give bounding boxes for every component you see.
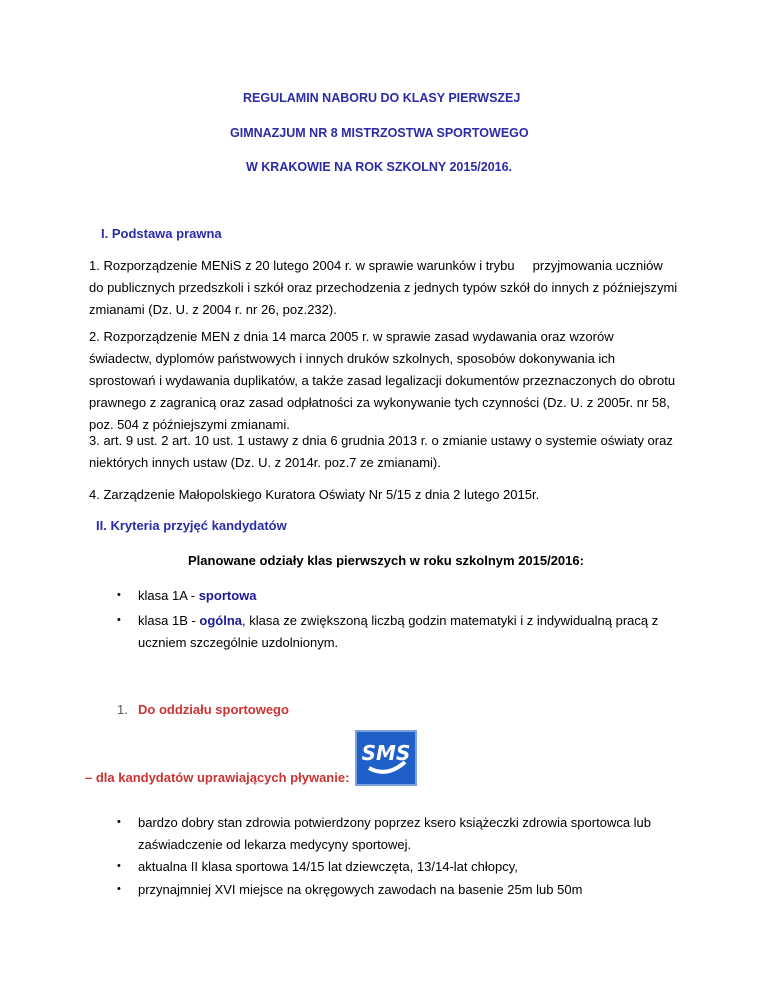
sms-logo [355,730,417,786]
legal-item-2: 2. Rozporządzenie MEN z dnia 14 marca 2005 r. w sprawie zasad wydawania oraz wzorów świadectw, dyplomów państwowych i innych druków szkolnych, sposobów dokonywania ich sprostowań i wydawania duplikatów, a także zasad legalizacji dokumentów przeznaczonych do obrotu prawnego z zagranicą oraz zasad odpłatności za wykonywanie tych czynności (Dz. U. z 2005r. nr 58, poz. 504 z późniejszymi zmianami. [89,329,676,432]
bullet-icon: • [117,860,121,872]
doc-title-line2: GIMNAZJUM NR 8 MISTRZOSTWA SPORTOWEGO [230,126,529,140]
bullet-icon: • [117,589,121,601]
class-1b: klasa 1B - ogólna, klasa ze zwiększoną liczbą godzin matematyki i z indywidualną pracą z [138,613,659,628]
legal-item-1: 1. Rozporządzenie MENiS z 20 lutego 2004 r. w sprawie warunków i trybu przyjmowania uczniów do publicznych przedszkoli i szkół oraz przechodzenia z jednych typów szkół do innych z późniejszymi zmianami (Dz. U. z 2004 r. nr 26, poz.232). [89,258,678,317]
planned-classes-heading: Planowane odziały klas pierwszych w roku szkolnym 2015/2016: [188,553,584,568]
bullet-icon: • [117,614,121,626]
section-heading-legal-basis: I. Podstawa prawna [101,226,222,241]
legal-item-3: 3. art. 9 ust. 2 art. 10 ust. 1 ustawy z dnia 6 grudnia 2013 r. o zmianie ustawy o systemie oświaty oraz niektórych innych ustaw (Dz. U. z 2014r. poz.7 ze zmianami). [89,433,673,470]
criterion-competition: przynajmniej XVI miejsce na okręgowych zawodach na basenie 25m lub 50m [138,882,583,897]
subsection-sport-class: Do oddziału sportowego [138,702,289,717]
doc-title-line3: W KRAKOWIE NA ROK SZKOLNY 2015/2016. [246,160,513,174]
criterion-health-line2: zaświadczenie od lekarza medycyny sportowej. [138,837,412,852]
logo-text: SMS [361,741,411,765]
section-heading-criteria: II. Kryteria przyjęć kandydatów [96,518,287,533]
bullet-icon: • [117,883,121,895]
subsection-number: 1. [117,702,128,717]
criterion-class: aktualna II klasa sportowa 14/15 lat dziewczęta, 13/14-lat chłopcy, [138,859,518,874]
class-1a: klasa 1A - sportowa [138,588,257,603]
bullet-icon: • [117,816,121,828]
class-1b-line2: uczniem szczególnie uzdolnionym. [138,635,339,650]
swimmers-heading: – dla kandydatów uprawiających pływanie: [85,770,350,785]
criterion-health: bardzo dobry stan zdrowia potwierdzony poprzez ksero książeczki zdrowia sportowca lub [138,815,652,830]
legal-item-4: 4. Zarządzenie Małopolskiego Kuratora Oświaty Nr 5/15 z dnia 2 lutego 2015r. [89,487,540,502]
doc-title-line1: REGULAMIN NABORU DO KLASY PIERWSZEJ [243,91,521,105]
